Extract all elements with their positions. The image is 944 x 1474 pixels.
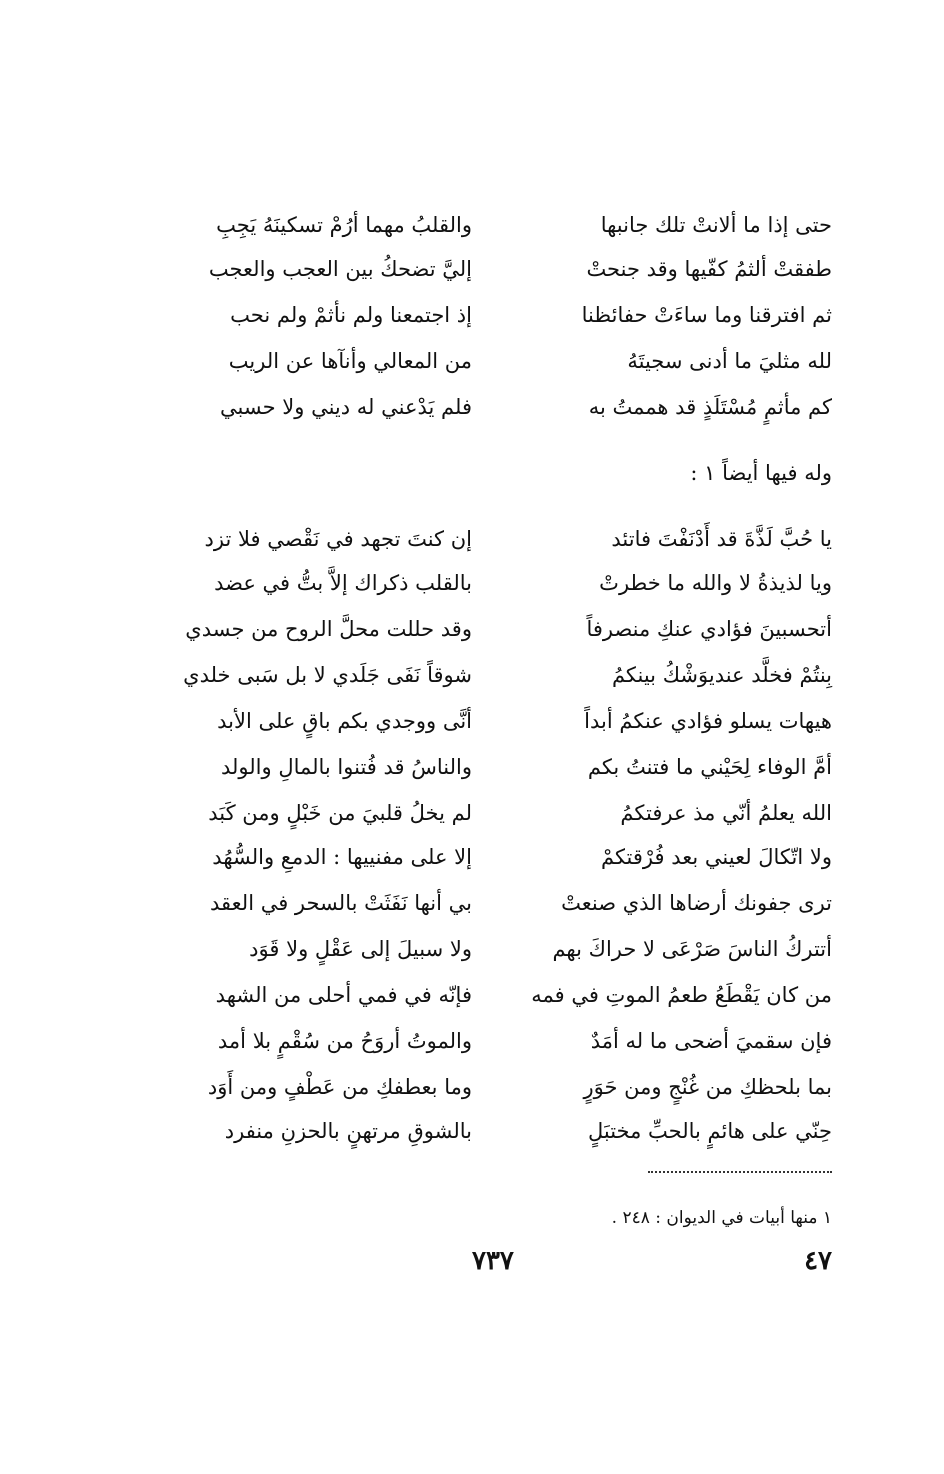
poem2-verse-6-second: والناسُ قد فُتنوا بالمالِ والولد <box>221 755 472 779</box>
footnote: ١ منها أبيات في الديوان : ٢٤٨ . <box>611 1208 832 1228</box>
poem1-verse-5-second: فلم يَدْعني له ديني ولا حسبي <box>220 395 472 419</box>
poem2-verse-2-second: بالقلب ذكراك إلاَّ بتُّ في عضد <box>214 571 472 595</box>
poem1-verse-3-first: ثم افترقنا وما ساءَتْ حفائظنا <box>581 303 832 327</box>
poem1-verse-2-second: إليَّ تضحكُ بين العجب والعجب <box>208 257 472 281</box>
poem2-verse-14-second: بالشوقِ مرتهنٍ بالحزنِ منفرد <box>224 1119 472 1143</box>
poem1-verse-5-first: كم مأثمٍ مُسْتَلَذٍ قد هممتُ به <box>588 395 832 419</box>
poem2-verse-7-second: لم يخلُ قلبيَ من خَبْلٍ ومن كَبَد <box>208 801 472 825</box>
poem2-verse-1-second: إن كنتَ تجهد في نَقْصي فلا تزد <box>204 527 472 551</box>
poem2-verse-4-first: بِنتُمْ فخلَّد عنديوَشْكُ بينكمُ <box>611 663 832 687</box>
poem2-verse-3-first: أتحسبينَ فؤادي عنكِ منصرفاً <box>586 617 832 641</box>
poem2-verse-11-second: فإنّه في فمي أحلى من الشهد <box>215 983 472 1007</box>
poem2-verse-3-second: وقد حللت محلَّ الروح من جسدي <box>185 617 472 641</box>
poem2-verse-11-first: من كان يَقْطَعُ طعمُ الموتِ في فمه <box>531 983 832 1007</box>
poem1-verse-1-first: حتى إذا ما ألانتْ تلك جانبها <box>600 213 832 237</box>
poem2-verse-14-first: حِنّي على هائمٍ بالحبِّ مختبَلٍ <box>587 1119 832 1143</box>
page-number-center: ٧٣٧ <box>472 1246 514 1276</box>
poem1-verse-4-first: لله مثليَ ما أدنى سجيتَهُ <box>627 349 832 373</box>
poem2-verse-8-second: إلا على مفنييها : الدمعِ والسُّهُد <box>212 845 472 869</box>
poem2-verse-9-first: ترى جفونك أرضاها الذي صنعتْ <box>561 891 832 915</box>
poem2-verse-5-first: هيهات يسلو فؤادي عنكمُ أبداً <box>584 709 832 733</box>
page-number-right: ٤٧ <box>804 1246 832 1276</box>
poem2-verse-6-first: أمَّ الوفاء لِحَيْني ما فتنتُ بكم <box>587 755 832 779</box>
poem2-intro: وله فيها أيضاً ١ : <box>690 461 832 485</box>
poem2-verse-12-second: والموتُ أروَحُ من سُقْمٍ بلا أمد <box>217 1029 472 1053</box>
poem2-verse-10-first: أتتركُ الناسَ صَرْعَى لا حراكَ بهم <box>552 937 832 961</box>
poem2-verse-9-second: بي أنها نَفَثَتْ بالسحر في العقد <box>210 891 472 915</box>
poem2-verse-2-first: ويا لذيذةُ لا والله ما خطرتْ <box>599 571 832 595</box>
poem1-verse-1-second: والقلبُ مهما أرُمْ تسكينَهُ يَجِبِ <box>216 213 472 237</box>
poem2-verse-1-first: يا حُبَّ لَذَّةَ قد أَدْنَفْتَ فاتئد <box>611 527 832 551</box>
footnote-divider <box>648 1171 832 1173</box>
poem2-verse-13-second: وما بعطفكِ من عَطْفٍ ومن أَوَد <box>207 1075 472 1099</box>
poem2-verse-8-first: ولا اتّكالَ لعيني بعد فُرْقتكمْ <box>600 845 832 869</box>
poem1-verse-3-second: إذ اجتمعنا ولم نأثمْ ولم نحب <box>230 303 472 327</box>
poem2-verse-4-second: شوقاً نَفَى جَلَدي لا بل سَبى خلدي <box>183 663 472 687</box>
poem2-verse-12-first: فإن سقميَ أضحى ما له أمَدٌ <box>590 1029 832 1053</box>
poem2-verse-5-second: أنَّى ووجدي بكم باقٍ على الأبد <box>217 709 472 733</box>
poem2-verse-10-second: ولا سبيلَ إلى عَقْلٍ ولا قَوَد <box>249 937 472 961</box>
poem2-verse-7-first: الله يعلمُ أنّي مذ عرفتكمُ <box>620 801 832 825</box>
poem1-verse-2-first: طفقتْ ألثمُ كفّيها وقد جنحتْ <box>586 257 832 281</box>
poem1-verse-4-second: من المعالي وأنآها عن الريب <box>228 349 472 373</box>
poem2-verse-13-first: بما بلحظكِ من غُنْجٍ ومن حَوَرٍ <box>583 1075 832 1099</box>
